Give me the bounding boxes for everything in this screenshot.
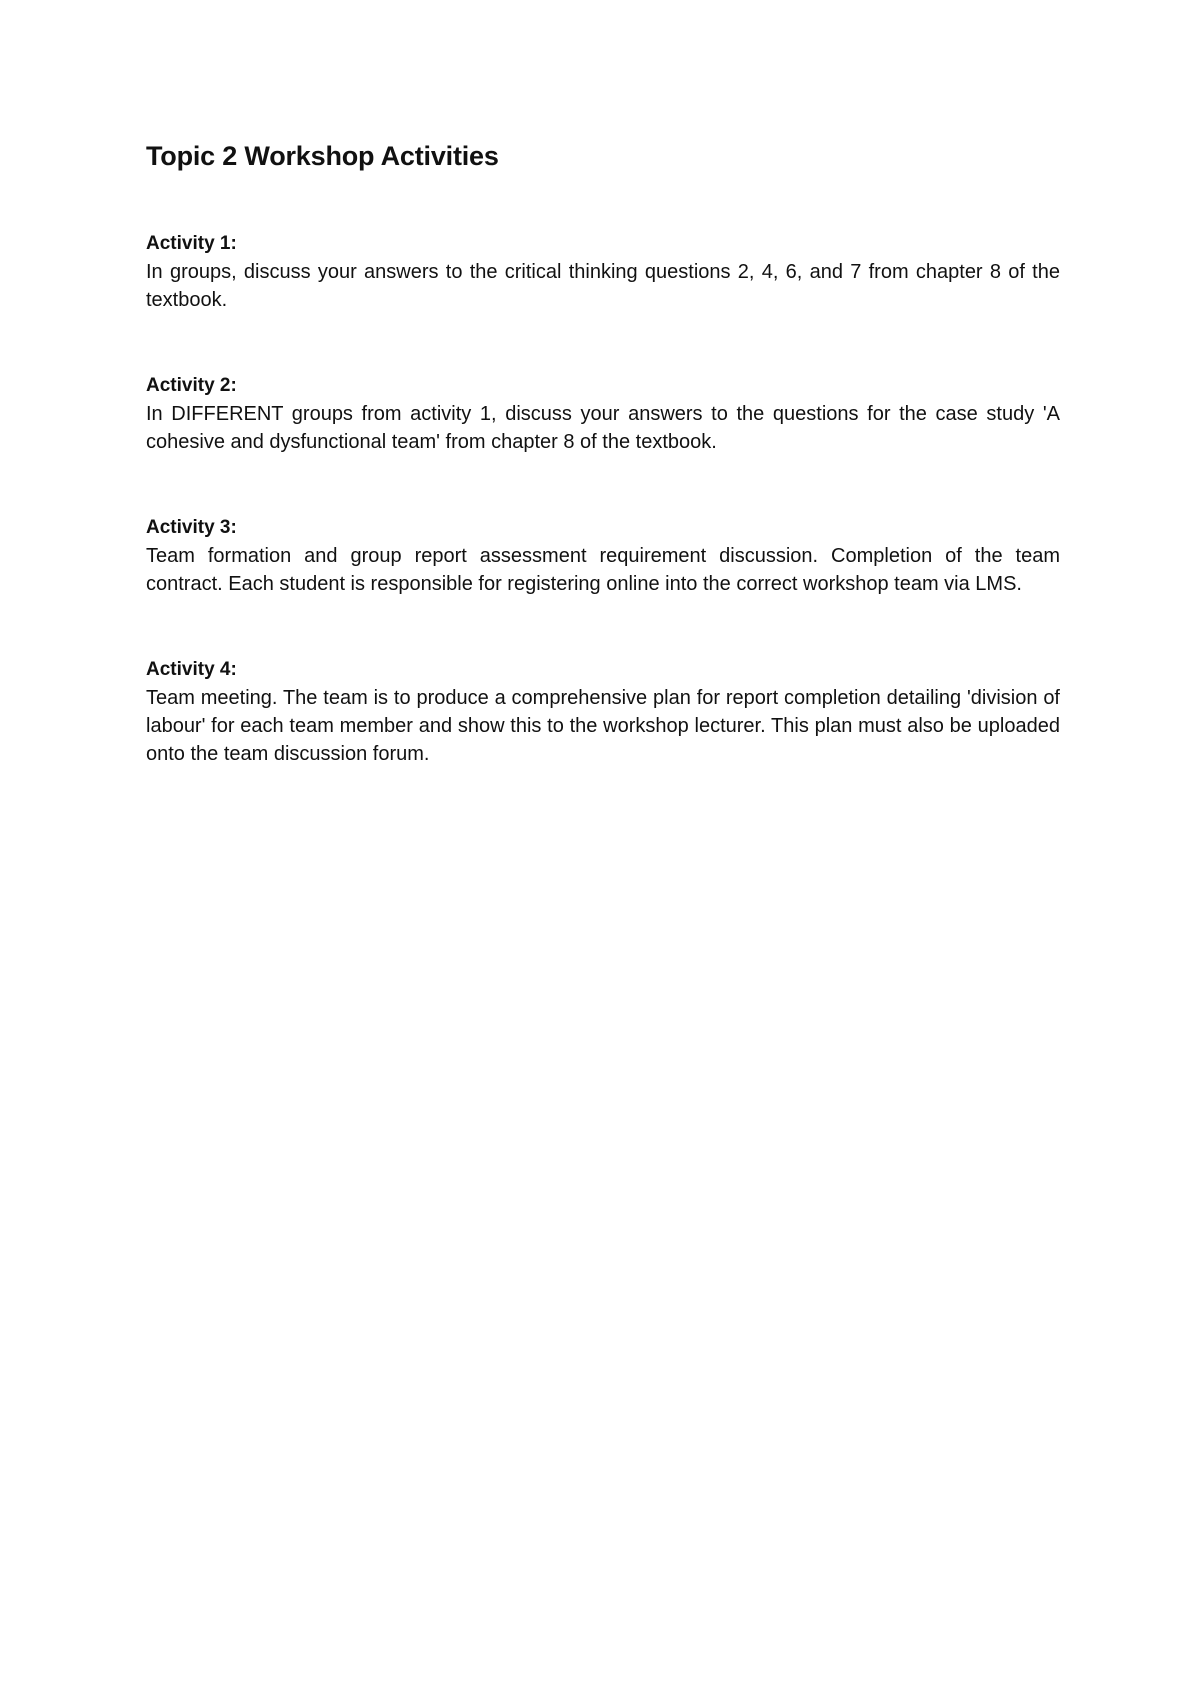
activity-description: In groups, discuss your answers to the critical thinking questions 2, 4, 6, and 7 from chapter 8 of the textbook. xyxy=(146,261,1060,312)
activity-heading: Activity 2: xyxy=(146,375,237,397)
activity-section-2 xyxy=(146,372,1060,456)
activity-description: In DIFFERENT groups from activity 1, discuss your answers to the questions for the case study 'A cohesive and dysfunctional team' from chapter 8 of the textbook. xyxy=(146,403,1060,454)
activity-section-4 xyxy=(146,656,1060,768)
activity-heading: Activity 1: xyxy=(146,233,237,255)
activity-heading: Activity 4: xyxy=(146,659,237,681)
activity-heading: Activity 3: xyxy=(146,517,237,539)
document-content xyxy=(146,140,1060,826)
activity-section-3 xyxy=(146,514,1060,598)
activity-description: Team formation and group report assessment requirement discussion. Completion of the team contract. Each student is responsible for registering online into the correct workshop team via LMS. xyxy=(146,545,1060,596)
page-title: Topic 2 Workshop Activities xyxy=(146,141,499,171)
activity-description: Team meeting. The team is to produce a comprehensive plan for report completion detailing 'division of labour' for each team member and show this to the workshop lecturer. This plan must also be uploaded onto the team discussion forum. xyxy=(146,687,1060,766)
activity-section-1 xyxy=(146,230,1060,314)
